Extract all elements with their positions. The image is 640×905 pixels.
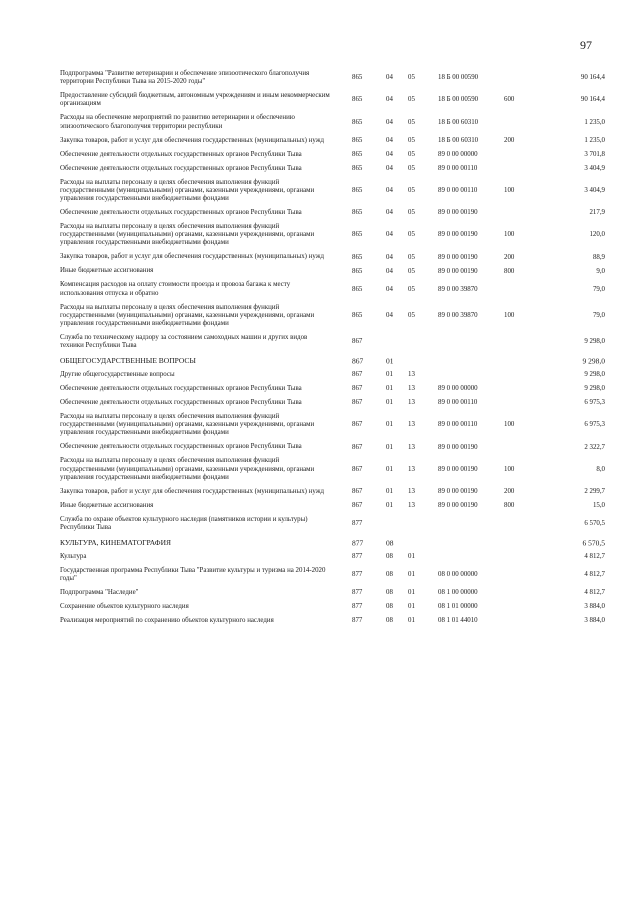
section-code: 01 <box>386 371 393 379</box>
row-name: Расходы на выплаты персоналу в целях обеспечения выполнения функций государственными (муниципальными) органами, казенными учреждениями, органами управления государственными внебюджетными фондами <box>60 457 315 481</box>
table-row <box>60 617 605 625</box>
table-row <box>60 70 605 86</box>
target-article-code: 89 0 00 00000 <box>438 150 478 158</box>
row-name: Государственная программа Республики Тыва "Развитие культуры и туризма на 2014-2020 годы" <box>60 566 326 583</box>
ministry-code: 867 <box>352 356 364 366</box>
row-amount: 1 235,0 <box>584 136 605 144</box>
expense-type-code: 100 <box>504 421 515 429</box>
section-code: 04 <box>386 136 393 144</box>
row-name: ОБЩЕГОСУДАРСТВЕННЫЕ ВОПРОСЫ <box>60 356 196 366</box>
row-amount: 4 812,7 <box>584 552 605 560</box>
target-article-code: 89 0 00 00190 <box>438 487 478 495</box>
row-amount: 3 404,9 <box>584 164 605 172</box>
target-article-code: 89 0 00 00190 <box>438 501 478 509</box>
table-row <box>60 356 605 365</box>
row-amount: 120,0 <box>589 231 605 239</box>
table-row <box>60 371 605 379</box>
row-amount: 90 164,4 <box>580 74 605 82</box>
ministry-code: 865 <box>352 311 363 319</box>
subsection-code: 13 <box>408 487 415 495</box>
page-number: 97 <box>580 38 592 52</box>
target-article-code: 89 0 00 00190 <box>438 267 478 275</box>
ministry-code: 865 <box>352 96 363 104</box>
table-row <box>60 223 605 248</box>
ministry-code: 865 <box>352 150 363 158</box>
table-row <box>60 114 605 130</box>
subsection-code: 05 <box>408 96 415 104</box>
ministry-code: 867 <box>352 385 363 393</box>
section-code: 01 <box>386 465 393 473</box>
subsection-code: 13 <box>408 421 415 429</box>
row-amount: 2 322,7 <box>584 443 605 451</box>
row-name: Обеспечение деятельности отдельных государственных органов Республики Тыва <box>60 399 302 407</box>
subsection-code: 13 <box>408 501 415 509</box>
row-name: Иные бюджетные ассигнования <box>60 267 154 275</box>
table-row <box>60 502 605 510</box>
section-code: 01 <box>386 487 393 495</box>
section-code: 04 <box>386 74 393 82</box>
subsection-code: 05 <box>408 253 415 261</box>
table-row <box>60 151 605 159</box>
table-row <box>60 209 605 217</box>
ministry-code: 877 <box>352 603 363 611</box>
row-amount: 3 404,9 <box>584 186 605 194</box>
row-name: Обеспечение деятельности отдельных государственных органов Республики Тыва <box>60 150 302 158</box>
subsection-code: 01 <box>408 552 415 560</box>
section-code: 08 <box>386 570 393 578</box>
expense-type-code: 100 <box>504 186 515 194</box>
ministry-code: 865 <box>352 74 363 82</box>
budget-table <box>60 70 605 631</box>
table-row <box>60 603 605 611</box>
subsection-code: 05 <box>408 311 415 319</box>
section-code: 04 <box>386 186 393 194</box>
subsection-code: 05 <box>408 164 415 172</box>
section-code: 04 <box>386 164 393 172</box>
section-code: 01 <box>386 356 394 366</box>
table-row <box>60 589 605 597</box>
subsection-code: 13 <box>408 371 415 379</box>
ministry-code: 877 <box>352 538 364 548</box>
row-name: Реализация мероприятий по сохранению объектов культурного наследия <box>60 617 274 625</box>
section-code: 08 <box>386 538 394 548</box>
row-amount: 15,0 <box>592 501 605 509</box>
subsection-code: 05 <box>408 136 415 144</box>
row-amount: 90 164,4 <box>580 96 605 104</box>
section-code: 01 <box>386 443 393 451</box>
section-code: 04 <box>386 231 393 239</box>
table-row <box>60 334 605 350</box>
target-article-code: 89 0 00 00190 <box>438 443 478 451</box>
ministry-code: 865 <box>352 285 363 293</box>
target-article-code: 18 Б 00 00590 <box>438 74 479 82</box>
expense-type-code: 200 <box>504 487 515 495</box>
ministry-code: 867 <box>352 338 363 346</box>
ministry-code: 865 <box>352 267 363 275</box>
subsection-code: 13 <box>408 443 415 451</box>
expense-type-code: 800 <box>504 267 515 275</box>
row-name: Обеспечение деятельности отдельных государственных органов Республики Тыва <box>60 209 302 217</box>
row-amount: 9 298,0 <box>584 385 605 393</box>
row-amount: 6 975,3 <box>584 399 605 407</box>
ministry-code: 865 <box>352 231 363 239</box>
ministry-code: 877 <box>352 617 363 625</box>
row-name: Служба по охране объектов культурного наследия (памятников истории и культуры) Республики Тыва <box>60 515 308 532</box>
row-amount: 9 298,0 <box>584 371 605 379</box>
row-amount: 6 570,5 <box>584 519 605 527</box>
ministry-code: 867 <box>352 371 363 379</box>
subsection-code: 01 <box>408 570 415 578</box>
target-article-code: 89 0 00 00110 <box>438 421 478 429</box>
table-row <box>60 281 605 297</box>
row-amount: 9 298,0 <box>582 356 605 366</box>
target-article-code: 89 0 00 00190 <box>438 465 478 473</box>
subsection-code: 05 <box>408 231 415 239</box>
table-row <box>60 267 605 275</box>
row-name: Служба по техническому надзору за состоянием самоходных машин и других видов техники Республики Тыва <box>60 334 308 350</box>
row-amount: 9,0 <box>596 267 605 275</box>
row-amount: 8,0 <box>596 465 605 473</box>
table-row <box>60 488 605 496</box>
section-code: 01 <box>386 399 393 407</box>
table-row <box>60 165 605 173</box>
row-amount: 217,9 <box>589 209 605 217</box>
row-name: Расходы на выплаты персоналу в целях обеспечения выполнения функций государственными (муниципальными) органами, казенными учреждениями, органами управления государственными внебюджетными фондами <box>60 178 315 203</box>
expense-type-code: 100 <box>504 465 515 473</box>
subsection-code: 01 <box>408 589 415 597</box>
ministry-code: 867 <box>352 399 363 407</box>
table-row <box>60 516 605 532</box>
table-row <box>60 304 605 329</box>
row-name: Расходы на выплаты персоналу в целях обеспечения выполнения функций государственными (муниципальными) органами, казенными учреждениями, органами управления государственными внебюджетными фондами <box>60 223 315 247</box>
section-code: 08 <box>386 552 393 560</box>
target-article-code: 89 0 00 00190 <box>438 253 478 261</box>
section-code: 08 <box>386 617 393 625</box>
subsection-code: 13 <box>408 465 415 473</box>
target-article-code: 08 1 01 00000 <box>438 603 478 611</box>
section-code: 08 <box>386 603 393 611</box>
section-code: 04 <box>386 267 393 275</box>
row-name: Закупка товаров, работ и услуг для обеспечения государственных (муниципальных) нужд <box>60 253 324 261</box>
table-row <box>60 399 605 407</box>
row-name: Подпрограмма "Наследие" <box>60 589 139 597</box>
row-amount: 4 812,7 <box>584 570 605 578</box>
row-name: Иные бюджетные ассигнования <box>60 501 154 509</box>
ministry-code: 877 <box>352 589 363 597</box>
row-amount: 9 298,0 <box>584 338 605 346</box>
row-name: Закупка товаров, работ и услуг для обеспечения государственных (муниципальных) нужд <box>60 487 324 495</box>
row-name: Предоставление субсидий бюджетным, автономным учреждениям и иным некоммерческим организациям <box>60 92 330 108</box>
ministry-code: 865 <box>352 164 363 172</box>
subsection-code: 05 <box>408 74 415 82</box>
row-name: Культура <box>60 552 87 560</box>
target-article-code: 89 0 00 00110 <box>438 399 478 407</box>
row-amount: 1 235,0 <box>584 118 605 126</box>
ministry-code: 877 <box>352 570 363 578</box>
subsection-code: 01 <box>408 603 415 611</box>
table-row <box>60 538 605 547</box>
row-amount: 79,0 <box>592 311 605 319</box>
row-name: Другие общегосударственные вопросы <box>60 371 175 379</box>
section-code: 04 <box>386 209 393 217</box>
target-article-code: 89 0 00 00190 <box>438 209 478 217</box>
row-name: Расходы на выплаты персоналу в целях обеспечения выполнения функций государственными (муниципальными) органами, казенными учреждениями, органами управления государственными внебюджетными фондами <box>60 413 315 437</box>
row-amount: 2 299,7 <box>584 487 605 495</box>
subsection-code: 05 <box>408 118 415 126</box>
table-row <box>60 457 605 482</box>
ministry-code: 867 <box>352 487 363 495</box>
target-article-code: 89 0 00 39870 <box>438 285 478 293</box>
ministry-code: 867 <box>352 421 363 429</box>
expense-type-code: 600 <box>504 96 515 104</box>
ministry-code: 867 <box>352 465 363 473</box>
expense-type-code: 100 <box>504 311 515 319</box>
ministry-code: 865 <box>352 253 363 261</box>
section-code: 04 <box>386 96 393 104</box>
section-code: 08 <box>386 589 393 597</box>
section-code: 01 <box>386 385 393 393</box>
subsection-code: 05 <box>408 267 415 275</box>
section-code: 04 <box>386 311 393 319</box>
section-code: 01 <box>386 421 393 429</box>
section-code: 04 <box>386 118 393 126</box>
table-row <box>60 137 605 145</box>
ministry-code: 865 <box>352 186 363 194</box>
subsection-code: 05 <box>408 150 415 158</box>
row-name: Подпрограмма "Развитие ветеринарии и обеспечение эпизоотического благополучия территории Республики Тыва на 2015-2020 годы" <box>60 70 310 86</box>
ministry-code: 865 <box>352 136 363 144</box>
row-name: Компенсация расходов на оплату стоимости проезда и провоза багажа к месту использования отпуска и обратно <box>60 281 291 297</box>
target-article-code: 08 1 01 44010 <box>438 617 478 625</box>
expense-type-code: 200 <box>504 136 515 144</box>
target-article-code: 08 0 00 00000 <box>438 570 478 578</box>
table-row <box>60 385 605 393</box>
row-amount: 3 884,0 <box>584 617 605 625</box>
table-row <box>60 253 605 261</box>
target-article-code: 08 1 00 00000 <box>438 589 478 597</box>
row-name: Расходы на обеспечение мероприятий по развитию ветеринарии и обеспечению эпизоотического благополучия территории республики <box>60 114 295 130</box>
row-name: Обеспечение деятельности отдельных государственных органов Республики Тыва <box>60 443 302 451</box>
table-row <box>60 413 605 438</box>
target-article-code: 89 0 00 39870 <box>438 311 478 319</box>
section-code: 01 <box>386 501 393 509</box>
table-row <box>60 443 605 451</box>
row-amount: 6 975,3 <box>584 421 605 429</box>
row-name: КУЛЬТУРА, КИНЕМАТОГРАФИЯ <box>60 538 171 548</box>
ministry-code: 877 <box>352 519 363 527</box>
row-name: Обеспечение деятельности отдельных государственных органов Республики Тыва <box>60 164 302 172</box>
row-amount: 88,9 <box>592 253 605 261</box>
section-code: 04 <box>386 150 393 158</box>
table-row <box>60 553 605 561</box>
section-code: 04 <box>386 285 393 293</box>
ministry-code: 867 <box>352 443 363 451</box>
row-amount: 4 812,7 <box>584 589 605 597</box>
table-row <box>60 567 605 583</box>
ministry-code: 877 <box>352 552 363 560</box>
target-article-code: 89 0 00 00190 <box>438 231 478 239</box>
subsection-code: 05 <box>408 285 415 293</box>
subsection-code: 05 <box>408 209 415 217</box>
target-article-code: 89 0 00 00000 <box>438 385 478 393</box>
subsection-code: 13 <box>408 399 415 407</box>
row-name: Обеспечение деятельности отдельных государственных органов Республики Тыва <box>60 385 302 393</box>
target-article-code: 89 0 00 00110 <box>438 164 478 172</box>
row-amount: 3 701,8 <box>584 150 605 158</box>
expense-type-code: 800 <box>504 501 515 509</box>
row-name: Расходы на выплаты персоналу в целях обеспечения выполнения функций государственными (муниципальными) органами, казенными учреждениями, органами управления государственными внебюджетными фондами <box>60 303 315 328</box>
ministry-code: 865 <box>352 118 363 126</box>
row-amount: 79,0 <box>592 285 605 293</box>
target-article-code: 18 Б 00 00590 <box>438 96 479 104</box>
subsection-code: 01 <box>408 617 415 625</box>
section-code: 04 <box>386 253 393 261</box>
subsection-code: 05 <box>408 186 415 194</box>
expense-type-code: 100 <box>504 231 515 239</box>
ministry-code: 867 <box>352 501 363 509</box>
subsection-code: 13 <box>408 385 415 393</box>
target-article-code: 89 0 00 00110 <box>438 186 478 194</box>
table-row <box>60 179 605 204</box>
row-name: Сохранение объектов культурного наследия <box>60 603 189 611</box>
row-amount: 3 884,0 <box>584 603 605 611</box>
target-article-code: 18 Б 00 60310 <box>438 118 479 126</box>
row-name: Закупка товаров, работ и услуг для обеспечения государственных (муниципальных) нужд <box>60 136 324 144</box>
row-amount: 6 570,5 <box>582 538 605 548</box>
target-article-code: 18 Б 00 60310 <box>438 136 479 144</box>
table-row <box>60 92 605 108</box>
ministry-code: 865 <box>352 209 363 217</box>
expense-type-code: 200 <box>504 253 515 261</box>
